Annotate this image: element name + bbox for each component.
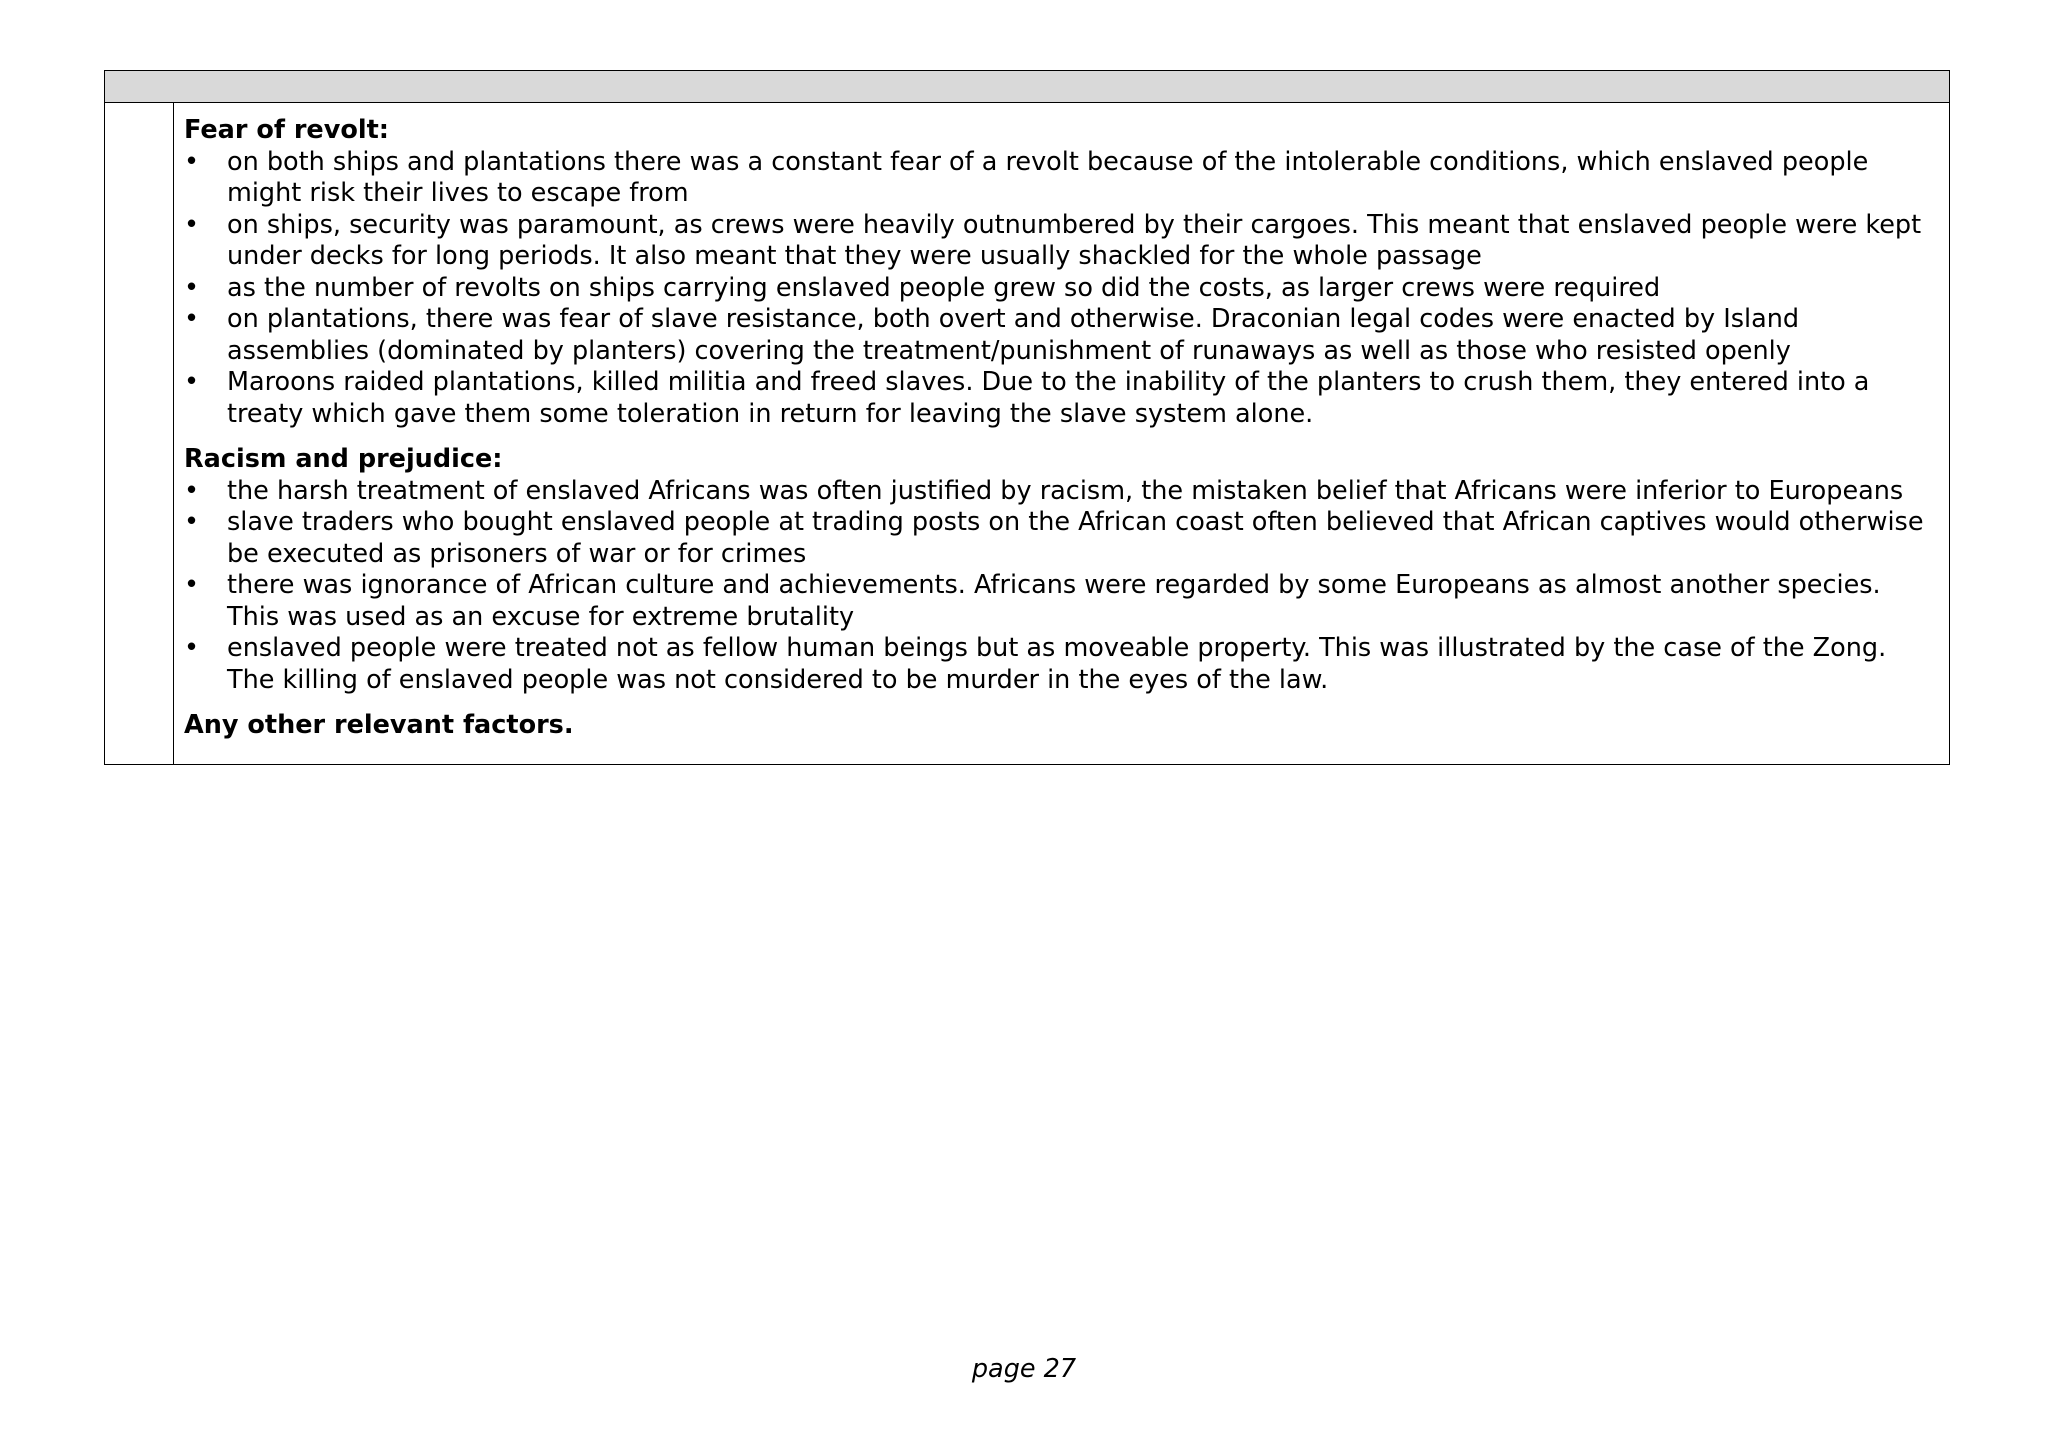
list-item: • on plantations, there was fear of slave resistance, both overt and otherwise. Draconian legal codes were enacted by Island assemblies (dominated by planters) covering the treatment/punishment of runaways as well as those who resisted openly (184, 304, 1929, 367)
table-body-row (105, 103, 1949, 764)
table-header-band (105, 71, 1949, 103)
list-item: • Maroons raided plantations, killed militia and freed slaves. Due to the inability of the planters to crush them, they entered into a treaty which gave them some toleration in return for leaving the slave system alone. (184, 367, 1929, 430)
section-title-fear-of-revolt: Fear of revolt: (184, 115, 389, 145)
page-number: page 27 (971, 1354, 1077, 1384)
table-content-cell (174, 103, 1949, 764)
list-item: • as the number of revolts on ships carrying enslaved people grew so did the costs, as larger crews were required (184, 273, 1929, 305)
marking-table (104, 70, 1950, 765)
section-title-racism-and-prejudice: Racism and prejudice: (184, 444, 503, 474)
closing-statement: Any other relevant factors. (184, 710, 574, 740)
bullet-list-fear-of-revolt (184, 147, 1929, 431)
table-left-column (105, 103, 174, 764)
list-item: • the harsh treatment of enslaved Africans was often justified by racism, the mistaken belief that Africans were inferior to Europeans (184, 476, 1929, 508)
bullet-list-racism-and-prejudice (184, 476, 1929, 697)
list-item: • enslaved people were treated not as fellow human beings but as moveable property. This was illustrated by the case of the Zong. The killing of enslaved people was not considered to be murder in the eyes of the law. (184, 633, 1929, 696)
list-item: • on ships, security was paramount, as crews were heavily outnumbered by their cargoes. This meant that enslaved people were kept under decks for long periods. It also meant that they were usually shackled for the whole passage (184, 210, 1929, 273)
list-item: • on both ships and plantations there was a constant fear of a revolt because of the intolerable conditions, which enslaved people might risk their lives to escape from (184, 147, 1929, 210)
list-item: • slave traders who bought enslaved people at trading posts on the African coast often believed that African captives would otherwise be executed as prisoners of war or for crimes (184, 507, 1929, 570)
list-item: • there was ignorance of African culture and achievements. Africans were regarded by some Europeans as almost another species. This was used as an excuse for extreme brutality (184, 570, 1929, 633)
